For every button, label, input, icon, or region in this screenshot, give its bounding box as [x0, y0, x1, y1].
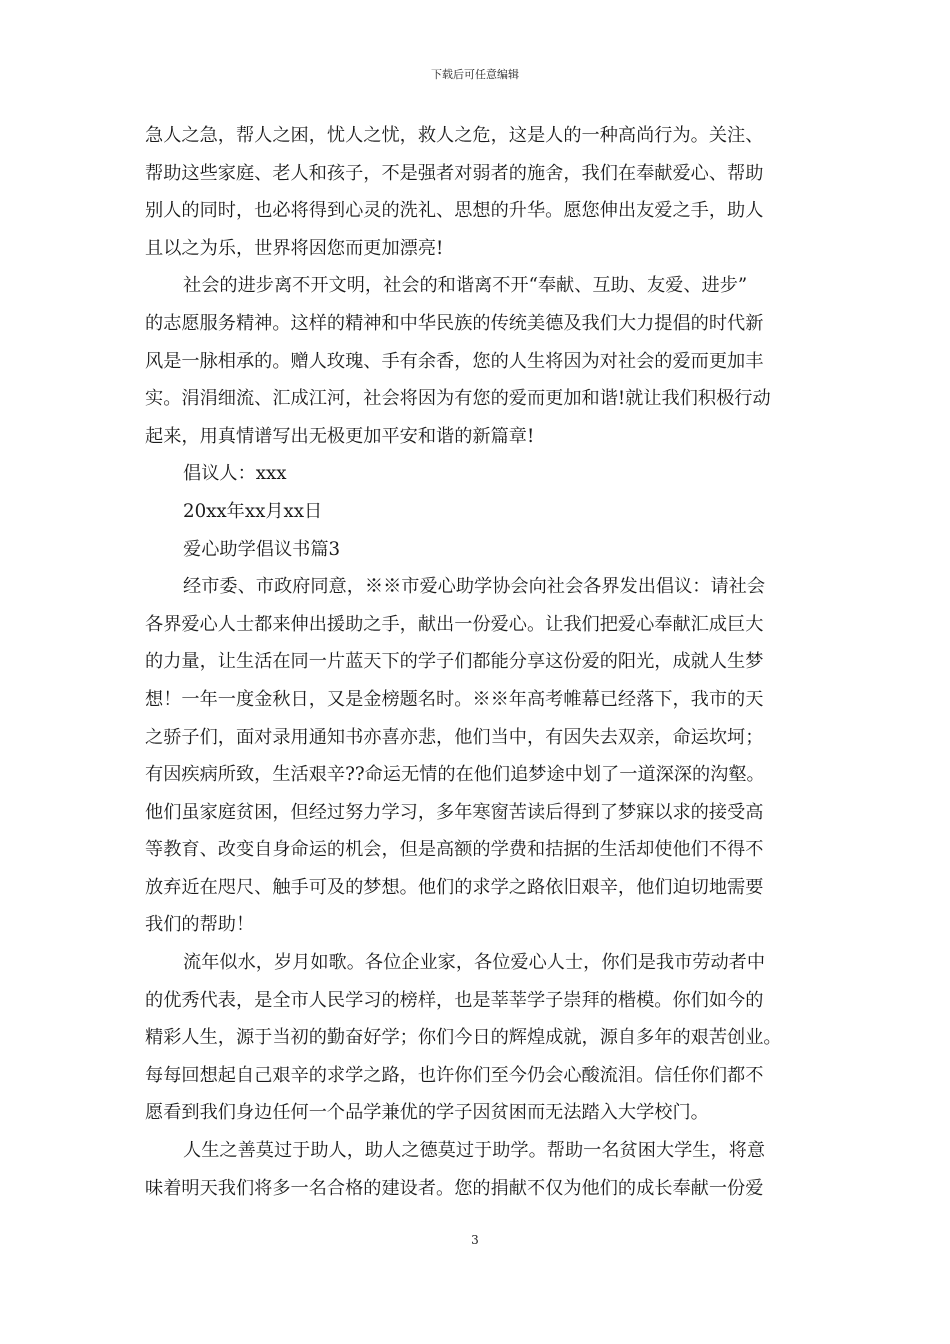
date-line: 20xx年xx月xx日: [183, 500, 323, 522]
text-line: 精彩人生，源于当初的勤奋好学；你们今日的辉煌成就，源自多年的艰苦创业。: [145, 1027, 782, 1049]
text-line: 每每回想起自己艰辛的求学之路，也许你们至今仍会心酸流泪。信任你们都不: [145, 1064, 764, 1086]
text-line: 味着明天我们将多一名合格的建设者。您的捐献不仅为他们的成长奉献一份爱: [145, 1177, 764, 1199]
text-line: 愿看到我们身边任何一个品学兼优的学子因贫困而无法踏入大学校门。: [145, 1102, 709, 1124]
text-line: 我们的帮助！: [145, 914, 255, 936]
text-line: 的优秀代表，是全市人民学习的榜样，也是莘莘学子崇拜的楷模。你们如今的: [145, 989, 764, 1011]
text-line: 经市委、市政府同意，※※市爱心助学协会向社会各界发出倡议：请社会: [183, 576, 766, 598]
text-line: 社会的进步离不开文明，社会的和谐离不开“奉献、互助、友爱、进步”: [183, 275, 748, 297]
text-line: 且以之为乐，世界将因您而更加漂亮!: [145, 237, 444, 259]
text-line: 想！一年一度金秋日，又是金榜题名时。※※年高考帷幕已经落下，我市的天: [145, 688, 764, 710]
signatory-line: 倡议人：xxx: [183, 463, 287, 485]
text-line: 流年似水，岁月如歌。各位企业家，各位爱心人士，你们是我市劳动者中: [183, 952, 766, 974]
text-line: 实。涓涓细流、汇成江河，社会将因为有您的爱而更加和谐!就让我们积极行动: [145, 388, 771, 410]
text-line: 急人之急，帮人之困，忧人之忧，救人之危，这是人的一种高尚行为。关注、: [145, 125, 764, 146]
text-line: 的志愿服务精神。这样的精神和中华民族的传统美德及我们大力提倡的时代新: [145, 312, 764, 334]
text-line: 风是一脉相承的。赠人玫瑰、手有余香，您的人生将因为对社会的爱而更加丰: [145, 350, 764, 372]
text-line: 的力量，让生活在同一片蓝天下的学子们都能分享这份爱的阳光，成就人生梦: [145, 651, 764, 673]
text-line: 帮助这些家庭、老人和孩子，不是强者对弱者的施舍，我们在奉献爱心、帮助: [145, 162, 764, 184]
text-line: 有因疾病所致，生活艰辛??命运无情的在他们追梦途中划了一道深深的沟壑。: [145, 764, 765, 786]
section-title: 爱心助学倡议书篇3: [183, 538, 341, 560]
text-line: 人生之善莫过于助人，助人之德莫过于助学。帮助一名贫困大学生，将意: [183, 1140, 766, 1162]
text-line: 放弃近在咫尺、触手可及的梦想。他们的求学之路依旧艰辛，他们迫切地需要: [145, 876, 764, 898]
text-line: 各界爱心人士都来伸出援助之手，献出一份爱心。让我们把爱心奉献汇成巨大: [145, 613, 764, 635]
page-number: 3: [471, 1233, 479, 1247]
text-line: 起来，用真情谱写出无极更加平安和谐的新篇章!: [145, 425, 535, 447]
text-line: 别人的同时，也必将得到心灵的洗礼、思想的升华。愿您伸出友爱之手，助人: [145, 200, 764, 222]
text-line: 之骄子们，面对录用通知书亦喜亦悲，他们当中，有因失去双亲，命运坎坷；: [145, 726, 764, 748]
page-header: 下载后可任意编辑: [431, 68, 519, 81]
document-body: [145, 117, 810, 1207]
text-line: 等教育、改变自身命运的机会，但是高额的学费和拮据的生活却使他们不得不: [145, 839, 764, 861]
text-line: 他们虽家庭贫困，但经过努力学习，多年寒窗苦读后得到了梦寐以求的接受高: [145, 801, 764, 823]
